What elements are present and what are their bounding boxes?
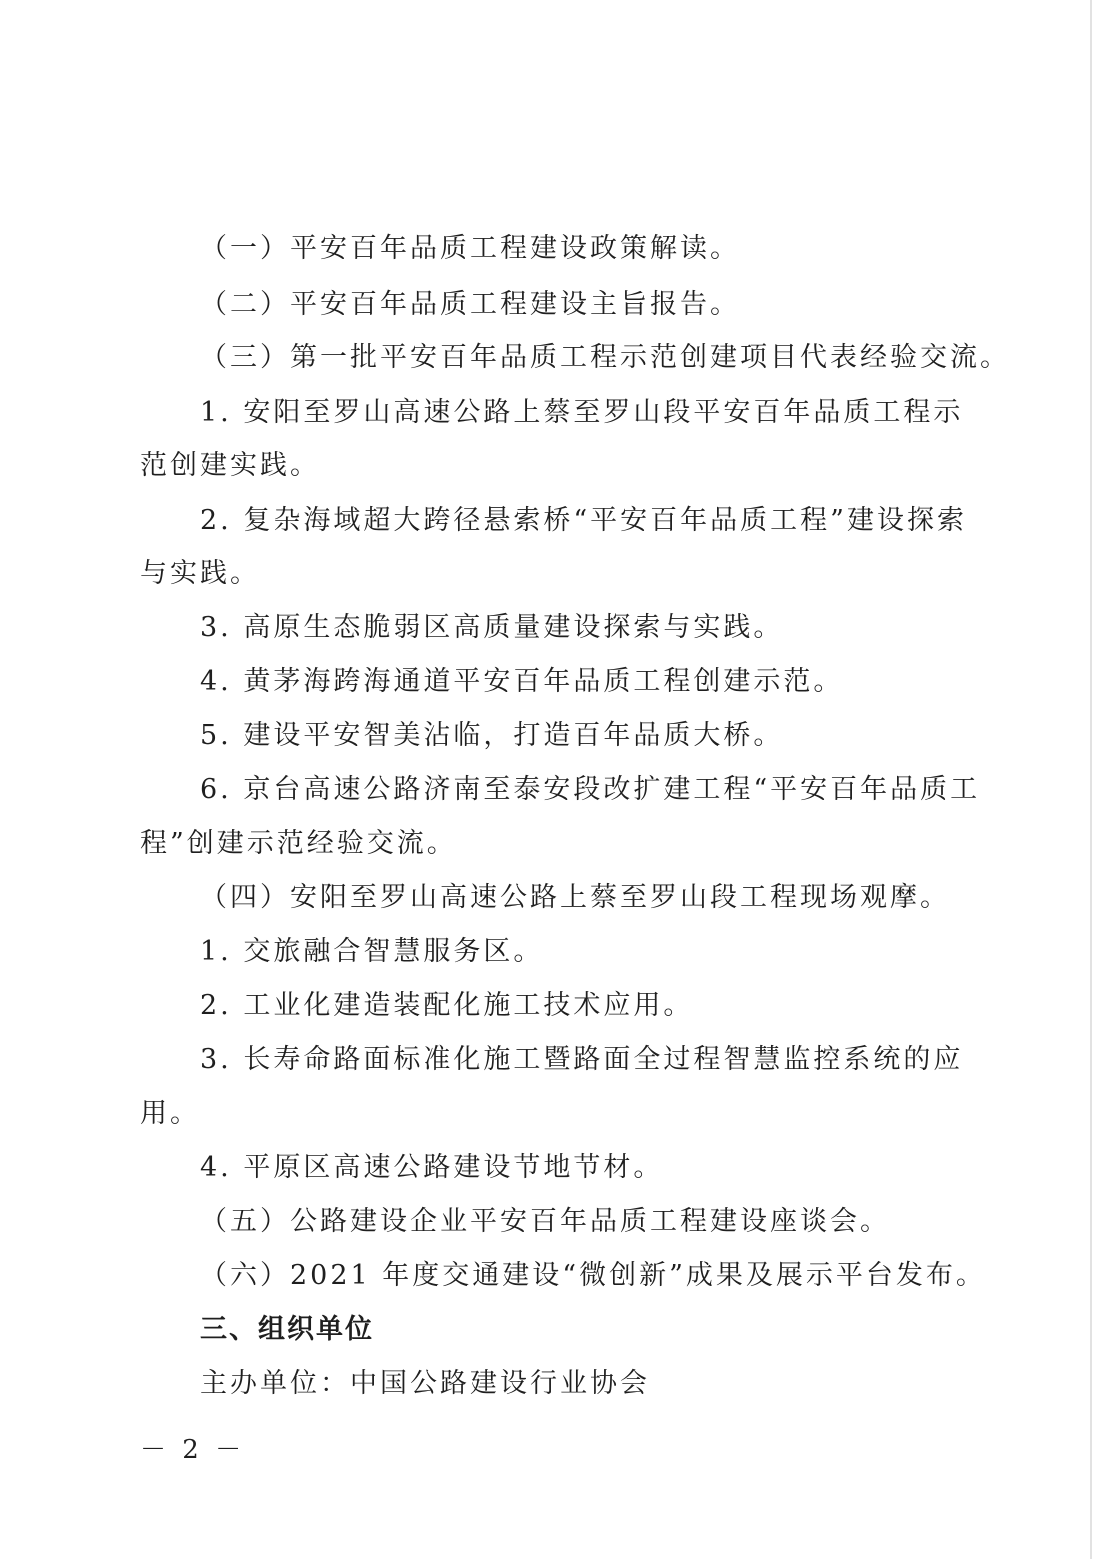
- sub-item-4-3-cont: 用。: [140, 1098, 200, 1129]
- item-two: （二）平安百年品质工程建设主旨报告。: [200, 289, 740, 320]
- sub-item-4-2: 2. 工业化建造装配化施工技术应用。: [200, 990, 694, 1021]
- sub-item-3-6: 6. 京台高速公路济南至泰安段改扩建工程“平安百年品质工: [200, 774, 981, 805]
- section-heading-organizers: 三、组织单位: [200, 1314, 374, 1345]
- host-unit: 主办单位：中国公路建设行业协会: [200, 1368, 650, 1399]
- sub-item-3-5: 5. 建设平安智美沾临，打造百年品质大桥。: [200, 720, 784, 751]
- item-one: （一）平安百年品质工程建设政策解读。: [200, 233, 740, 264]
- page-number: － 2 －: [140, 1435, 246, 1465]
- sub-item-3-3: 3. 高原生态脆弱区高质量建设探索与实践。: [200, 612, 784, 643]
- item-five: （五）公路建设企业平安百年品质工程建设座谈会。: [200, 1206, 890, 1237]
- item-six: （六）2021 年度交通建设“微创新”成果及展示平台发布。: [200, 1260, 986, 1291]
- sub-item-3-2-cont: 与实践。: [140, 558, 260, 589]
- sub-item-3-6-cont: 程”创建示范经验交流。: [140, 828, 457, 859]
- sub-item-4-1: 1. 交旅融合智慧服务区。: [200, 936, 544, 967]
- sub-item-4-3: 3. 长寿命路面标准化施工暨路面全过程智慧监控系统的应: [200, 1044, 964, 1075]
- sub-item-3-2: 2. 复杂海域超大跨径悬索桥“平安百年品质工程”建设探索: [200, 505, 967, 536]
- sub-item-3-1-cont: 范创建实践。: [140, 450, 320, 481]
- sub-item-3-4: 4. 黄茅海跨海通道平安百年品质工程创建示范。: [200, 666, 844, 697]
- item-three: （三）第一批平安百年品质工程示范创建项目代表经验交流。: [200, 342, 1010, 373]
- sub-item-3-1: 1. 安阳至罗山高速公路上蔡至罗山段平安百年品质工程示: [200, 397, 964, 428]
- item-four: （四）安阳至罗山高速公路上蔡至罗山段工程现场观摩。: [200, 882, 950, 913]
- sub-item-4-4: 4. 平原区高速公路建设节地节材。: [200, 1152, 664, 1183]
